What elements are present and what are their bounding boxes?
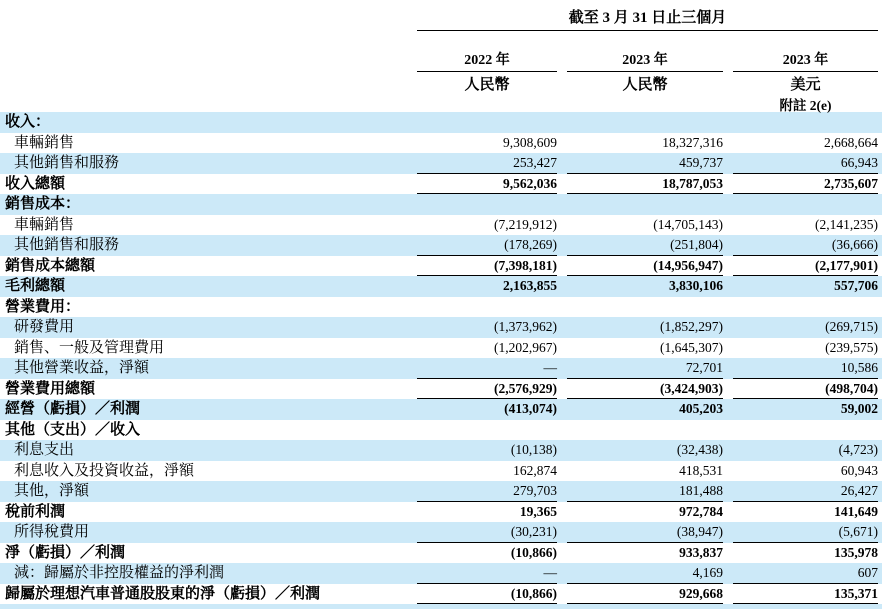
table-row — [0, 420, 882, 441]
row-label: 其他銷售和服務 — [14, 155, 120, 171]
column-header-currency-rmb-2022: 人民幣 — [464, 76, 510, 93]
table-header — [0, 0, 882, 112]
cell-2022-rmb: 9,308,609 — [503, 134, 557, 150]
cell-2023-usd: (269,715) — [825, 319, 878, 334]
cell-2022-rmb: — — [417, 563, 557, 584]
period-title: 截至 3 月 31 日止三個月 — [417, 0, 878, 31]
table-row — [0, 543, 882, 564]
table-row — [0, 399, 882, 420]
cell-2023-rmb: (32,438) — [676, 442, 723, 457]
row-label: 車輛銷售 — [14, 216, 75, 233]
cell-2023-rmb — [567, 194, 723, 215]
cell-2022-rmb: 253,427 — [417, 153, 557, 174]
cell-2023-rmb: 18,327,316 — [662, 134, 723, 150]
cell-2023-usd: (5,671) — [733, 522, 878, 543]
cell-2023-rmb: (251,804) — [567, 235, 723, 256]
cell-2022-rmb: (7,219,912) — [494, 216, 557, 232]
cell-2023-rmb — [567, 420, 723, 441]
table-row — [0, 133, 882, 154]
column-header-year-2023-rmb: 2023 年 — [567, 31, 723, 72]
cell-2023-usd — [733, 420, 878, 441]
row-label: 經營（虧損）／利潤 — [5, 401, 141, 417]
table-row — [0, 522, 882, 543]
cell-2023-usd: 59,002 — [840, 401, 878, 416]
cell-2023-usd: 10,586 — [733, 358, 878, 379]
table-row — [0, 235, 882, 256]
row-label: 銷售、一般及管理費用 — [14, 339, 165, 356]
cell-2022-rmb: 162,874 — [513, 462, 557, 478]
table-row — [0, 440, 882, 461]
table-row — [0, 317, 882, 338]
table-row — [0, 174, 882, 195]
cell-2023-usd: (36,666) — [733, 235, 878, 256]
cell-2023-rmb: (14,956,947) — [567, 256, 723, 277]
row-label: 利息收入及投資收益，淨額 — [14, 462, 195, 479]
row-label: 銷售成本總額 — [5, 257, 96, 274]
cell-2023-rmb: 933,837 — [679, 544, 723, 560]
table-row — [0, 584, 882, 605]
row-label: 歸屬於理想汽車普通股股東的淨（虧損）／利潤 — [5, 585, 321, 602]
cell-2023-rmb: 459,737 — [567, 153, 723, 174]
cell-2023-usd: (239,575) — [825, 339, 878, 355]
table-row — [0, 215, 882, 236]
cell-2023-rmb: (1,645,307) — [660, 339, 723, 355]
cell-2023-usd: 66,943 — [733, 153, 878, 174]
cell-2023-usd: 26,427 — [733, 481, 878, 502]
cell-2022-rmb: (10,866) — [417, 584, 557, 605]
cell-2023-rmb: (1,852,297) — [660, 319, 723, 334]
table-row — [0, 338, 882, 359]
row-label: 毛利總額 — [5, 278, 66, 294]
cell-2022-rmb: (10,138) — [510, 442, 557, 457]
cell-2023-usd: 141,649 — [834, 503, 878, 519]
cell-2023-rmb: 4,169 — [567, 563, 723, 584]
cell-2022-rmb: 2,163,855 — [503, 278, 557, 293]
column-header-year-2022: 2022 年 — [417, 31, 557, 72]
cell-2022-rmb: (1,202,967) — [494, 339, 557, 355]
cell-2023-usd — [733, 297, 878, 318]
cell-2022-rmb — [417, 420, 557, 441]
cell-2023-rmb: 3,830,106 — [669, 278, 723, 293]
row-label: 營業費用： — [5, 298, 81, 315]
cell-2023-usd: (2,177,901) — [733, 256, 878, 277]
cell-2022-rmb: (178,269) — [417, 235, 557, 256]
cell-2023-usd: 60,943 — [840, 462, 878, 478]
cell-2023-rmb: (14,705,143) — [653, 216, 723, 232]
cell-2022-rmb: (10,866) — [510, 544, 557, 560]
cell-2023-rmb: 72,701 — [567, 358, 723, 379]
row-label: 稅前利潤 — [5, 503, 66, 520]
cell-2023-rmb: 18,787,053 — [567, 174, 723, 195]
cell-2022-rmb: 9,562,036 — [417, 174, 557, 195]
cell-2022-rmb: (1,373,962) — [494, 319, 557, 334]
cell-2023-usd: 2,735,607 — [733, 174, 878, 195]
table-row — [0, 256, 882, 277]
cell-2023-usd: 607 — [733, 563, 878, 584]
table-row — [0, 379, 882, 400]
cell-2023-usd: 135,978 — [834, 544, 878, 560]
cell-2023-rmb: (3,424,903) — [567, 379, 723, 400]
cell-2023-rmb: 929,668 — [567, 584, 723, 605]
cell-2023-usd: (4,723) — [838, 442, 878, 457]
partial-next-row-stripe — [0, 604, 882, 609]
cell-2023-rmb: 181,488 — [567, 481, 723, 502]
table-row — [0, 297, 882, 318]
table-row — [0, 276, 882, 297]
row-label: 其他銷售和服務 — [14, 237, 120, 253]
column-header-note: 附註 2(e) — [779, 98, 832, 113]
column-header-year-2023-usd: 2023 年 — [733, 31, 878, 72]
column-header-currency-rmb-2023: 人民幣 — [622, 76, 668, 93]
cell-2022-rmb: (2,576,929) — [417, 379, 557, 400]
cell-2022-rmb — [417, 297, 557, 318]
table-row — [0, 563, 882, 584]
cell-2023-rmb — [567, 112, 723, 133]
cell-2022-rmb: 279,703 — [417, 481, 557, 502]
cell-2023-usd — [733, 112, 878, 133]
row-label: 其他（支出）／收入 — [5, 421, 141, 438]
cell-2023-usd: (498,704) — [733, 379, 878, 400]
cell-2022-rmb: 19,365 — [519, 503, 557, 519]
cell-2023-usd: 135,371 — [733, 584, 878, 605]
row-label: 收入： — [5, 114, 51, 130]
row-label: 收入總額 — [5, 175, 66, 192]
row-label: 減：歸屬於非控股權益的淨利潤 — [14, 565, 225, 581]
table-row — [0, 481, 882, 502]
cell-2022-rmb: — — [417, 358, 557, 379]
cell-2022-rmb — [417, 112, 557, 133]
row-label: 研發費用 — [14, 319, 75, 335]
row-label: 所得稅費用 — [14, 524, 90, 540]
table-body — [0, 112, 882, 609]
column-header-currency-usd: 美元 — [790, 76, 821, 93]
row-label: 營業費用總額 — [5, 380, 96, 397]
cell-2023-rmb: 405,203 — [679, 401, 723, 416]
row-label: 銷售成本： — [5, 196, 81, 212]
row-label: 其他營業收益，淨額 — [14, 360, 150, 376]
row-label: 利息支出 — [14, 442, 75, 458]
cell-2023-rmb: 972,784 — [679, 503, 723, 519]
table-row — [0, 112, 882, 133]
table-row — [0, 194, 882, 215]
cell-2022-rmb: (7,398,181) — [417, 256, 557, 277]
cell-2023-rmb: (38,947) — [567, 522, 723, 543]
cell-2023-usd: 557,706 — [834, 278, 878, 293]
cell-2022-rmb: (413,074) — [504, 401, 557, 416]
cell-2023-usd: 2,668,664 — [824, 134, 878, 150]
row-label: 車輛銷售 — [14, 134, 75, 151]
cell-2022-rmb — [417, 194, 557, 215]
table-row — [0, 461, 882, 482]
cell-2023-usd — [733, 194, 878, 215]
table-row — [0, 153, 882, 174]
row-label: 其他，淨額 — [14, 483, 90, 499]
cell-2022-rmb: (30,231) — [417, 522, 557, 543]
row-label: 淨（虧損）／利潤 — [5, 544, 126, 561]
table-row — [0, 502, 882, 523]
table-row — [0, 358, 882, 379]
cell-2023-usd: (2,141,235) — [815, 216, 878, 232]
cell-2023-rmb: 418,531 — [679, 462, 723, 478]
cell-2023-rmb — [567, 297, 723, 318]
